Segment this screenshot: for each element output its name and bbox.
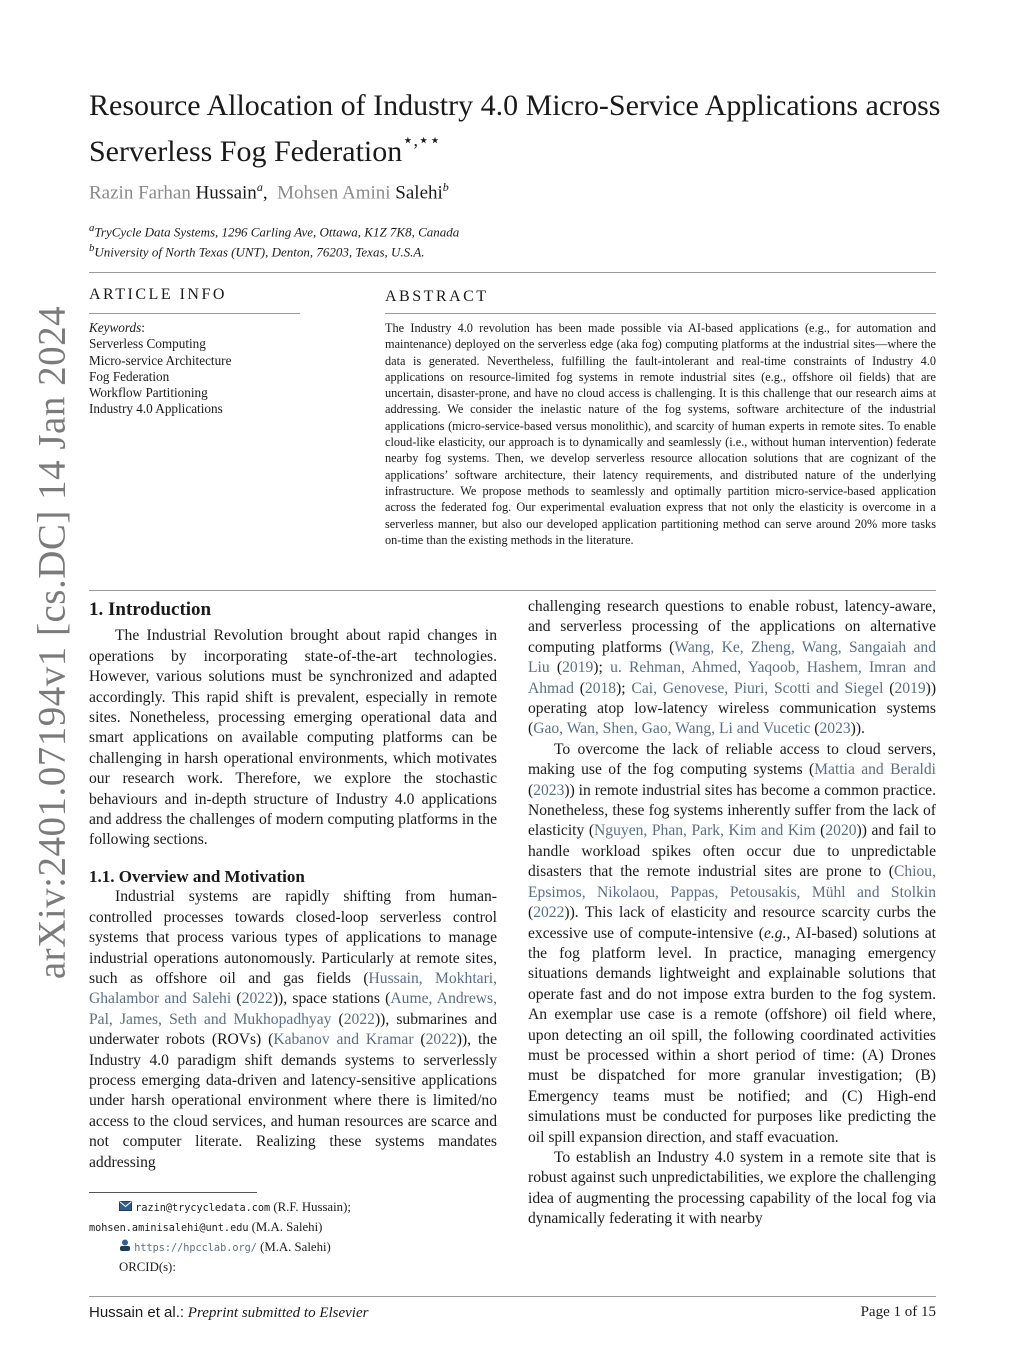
text-run: (	[331, 1010, 344, 1028]
paper-title	[89, 86, 949, 171]
citation-year-link[interactable]: 2022	[533, 904, 565, 922]
citation-year-link[interactable]: 2019	[894, 679, 926, 697]
citation-link[interactable]: Kabanov and Kramar	[273, 1031, 414, 1049]
abstract-text: The Industry 4.0 revolution has been made possible via AI-based applications (e.g., for automation and maintenance) deployed on the serverless edge (aka fog) computing platforms at the industrial sites—where the data is generated. Nevertheless, fulfilling the fault-intolerant and real-time constraints of Industry 4.0 applications on resource-limited fog systems in remote industrial sites (e.g., offshore oil fields) that are uncertain, disaster-prone, and have no cloud access is challenging. It is this challenge that our research aims at addressing. We consider the inelastic nature of the fog systems, software architecture of the industrial applications (micro-service-based versus monolithic), and scarcity of human experts in remote sites. To enable cloud-like elasticity, our approach is to dynamically and seamlessly (i.e., without human intervention) federate nearby fog systems. Then, we develop serverless resource allocation solutions that are cognizant of the applications’ software architecture, their latency requirements, and distributed nature of the underlying infrastructure. We propose methods to seamlessly and optimally partition micro-service-based application across the federated fog. Our experimental evaluation express that not only the elasticity is overcome in a serverless manner, but also our developed application partitioning method can serve around 20% more tasks on-time than the existing methods in the literature.	[385, 321, 936, 547]
email-address[interactable]: razin@trycycledata.com	[135, 1203, 271, 1214]
rule-top	[89, 272, 936, 273]
citation-year-link[interactable]: 2022	[343, 1010, 375, 1028]
footer-authors: Hussain et al.:	[89, 1304, 185, 1321]
affiliation-a	[89, 222, 459, 240]
section-1-heading: 1. Introduction	[89, 599, 212, 620]
abstract-heading: ABSTRACT	[385, 288, 489, 305]
text-run: )). This lack of elasticity and resource scarcity curbs the excessive use of compute-intensive (	[528, 904, 936, 942]
citation-link[interactable]: Mattia and Beraldi	[814, 761, 936, 779]
keyword: Workflow Partitioning	[89, 385, 208, 401]
author-1-first: Razin Farhan	[89, 182, 191, 204]
federation-paragraph: To establish an Industry 4.0 system in a remote site that is robust against such unpredictabilities, we explore the challenging idea of augmenting the processing capability of the local fog via dynamically federating it with nearby	[528, 1148, 936, 1228]
email-owner: (R.F. Hussain);	[273, 1200, 351, 1214]
affiliation-a-text: TryCycle Data Systems, 1296 Carling Ave, Ottawa, K1Z 7K8, Canada	[94, 224, 460, 240]
affiliation-b	[89, 242, 425, 260]
author-2-last: Salehi	[395, 182, 443, 204]
overview-paragraph	[89, 887, 497, 1173]
email-address[interactable]: mohsen.aminisalehi@unt.edu	[89, 1223, 249, 1234]
envelope-icon	[119, 1200, 132, 1214]
text-run: (	[810, 720, 820, 738]
orcid-label: ORCID(s):	[119, 1260, 176, 1274]
keyword: Industry 4.0 Applications	[89, 401, 223, 417]
author-1-sup: a	[256, 180, 263, 194]
title-line-2-text: Serverless Fog Federation	[89, 135, 403, 168]
text-run: )) and fail to handle workload spikes often occur due to unpredictable disasters that the remote industrial sites are prone to (	[528, 822, 937, 881]
text-run: challenging research questions to enable robust, latency-aware, and serverless processing of the applications on alternative computing platforms (	[528, 598, 936, 656]
keyword: Fog Federation	[89, 368, 170, 384]
continued-paragraph	[528, 597, 936, 740]
citation-link[interactable]: Aume, Andrews, Pal, James, Seth and Mukhopadhyay	[89, 990, 497, 1028]
citation-year-link[interactable]: 2022	[241, 990, 273, 1008]
arxiv-stamp-text: arXiv:2401.07194v1 [cs.DC] 14 Jan 2024	[30, 305, 74, 980]
keywords-label: Keywords	[89, 320, 142, 335]
footnote-email-line-2	[89, 1218, 351, 1238]
footnote-url-line	[89, 1238, 351, 1258]
text-run: )) in remote industrial sites has become a common practice. Nonetheless, these fog systems inherently suffer from the lack of elasticity (	[528, 781, 936, 840]
footnote-rule	[89, 1192, 257, 1193]
citation-year-link[interactable]: 2020	[825, 822, 857, 840]
citation-link[interactable]: Wang, Ke, Zheng, Wang, Sangaiah and Liu	[528, 638, 937, 677]
email-owner: (M.A. Salehi)	[251, 1220, 323, 1234]
citation-link[interactable]: Nguyen, Phan, Park, Kim and Kim	[594, 822, 816, 840]
person-icon	[119, 1240, 131, 1254]
text-run: );	[616, 679, 632, 697]
rule-article-info	[89, 313, 300, 314]
text-run: )), space stations (	[272, 990, 391, 1008]
text-run: );	[593, 659, 611, 677]
author-2-first: Mohsen Amini	[277, 182, 391, 204]
citation-year-link[interactable]: 2019	[562, 659, 594, 677]
citation-year-link[interactable]: 2022	[425, 1031, 457, 1049]
keyword: Serverless Computing	[89, 336, 206, 352]
citation-year-link[interactable]: 2018	[584, 679, 617, 697]
text-run: )).	[850, 720, 865, 738]
text-run: (	[413, 1031, 426, 1049]
page-number: Page 1 of 15	[860, 1304, 936, 1320]
text-run: )), submarines and underwater robots (ROVs) (	[89, 1010, 498, 1049]
author-1-last: Hussain	[195, 182, 257, 204]
footnote-block	[89, 1198, 351, 1277]
footer-journal: Preprint submitted to Elsevier	[187, 1305, 369, 1321]
affiliation-b-text: University of North Texas (UNT), Denton, 76203, Texas, U.S.A.	[94, 244, 425, 260]
author-2-sup: b	[442, 180, 449, 194]
url-owner: (M.A. Salehi)	[260, 1240, 331, 1254]
fog-paragraph	[528, 740, 936, 1148]
keywords-label-line: Keywords:	[89, 320, 145, 335]
title-footnote-marks: ⋆,⋆⋆	[402, 130, 441, 150]
text-run: AI-based) solutions at the fog platform level. In practice, managing emergency situations demands lightweight and explainable solutions that operate fast and do not impose extra burden to the fog system. An exemplar use case is a remote (offshore) oil field where, upon detecting an oil spill, the following coordinated activities must be processed within a short period of time: (A) Drones must be dispatched for more granular investigation; (B) Emergency teams must be notified; and (C) High-end simulations must be conducted for purposes like predicting the oil spill expansion direction, and staff evacuation.	[528, 924, 936, 1146]
text-run: )), the Industry 4.0 paradigm shift demands systems to serverlessly process emerging data-driven and latency-sensitive applications under harsh operational environment where there is limited/no access to the cloud services, and human resources are scarce and not computer literate. Realizing these systems mandates addressing	[89, 1031, 497, 1171]
section-1-1-heading: 1.1. Overview and Motivation	[89, 866, 305, 886]
citation-link[interactable]: Chiou, Epsimos, Nikolaou, Pappas, Petousakis, Mühl and Stolkin	[528, 863, 936, 901]
text-run: (	[573, 679, 585, 697]
keywords-block	[89, 320, 231, 418]
citation-link[interactable]: Hussain, Mokhtari, Ghalambor and Salehi	[89, 969, 497, 1008]
right-column	[528, 597, 936, 1230]
citation-link[interactable]: Gao, Wan, Shen, Gao, Wang, Li and Vucetic	[533, 720, 811, 738]
author-separator: ,	[262, 182, 268, 204]
affiliation-a-sup: a	[89, 222, 95, 234]
text-run: (	[549, 659, 563, 677]
rule-abstract	[385, 313, 936, 314]
keyword: Micro-service Architecture	[89, 352, 232, 368]
citation-link[interactable]: u. Rehman, Ahmed, Yaqoob, Hashem, Imran and Ahmad	[528, 659, 936, 697]
affiliation-b-sup: b	[89, 242, 95, 254]
title-line-1: Resource Allocation of Industry 4.0 Micro-Service Applications across	[89, 89, 941, 122]
citation-year-link[interactable]: 2023	[533, 781, 565, 799]
text-run: (	[815, 822, 826, 840]
author-list	[89, 180, 449, 204]
citation-link[interactable]: Cai, Genovese, Piuri, Scotti and Siegel	[631, 679, 884, 697]
article-info-heading: ARTICLE INFO	[89, 286, 227, 303]
citation-year-link[interactable]: 2023	[819, 720, 851, 738]
footnote-email-line	[89, 1198, 351, 1218]
footer-rule	[89, 1296, 936, 1297]
intro-paragraph: The Industrial Revolution brought about rapid changes in operations by incorporating state-of-the-art technologies. However, various solutions must be synchronized and adapted accordingly. This rapid shift is prevalent, especially in remote sites. Nonetheless, processing emerging operational data and smart applications on available computing platforms can be challenging in harsh operational environments, which motivates our research work. Therefore, we explore the stochastic behaviours and in-depth structure of Industry 4.0 applications and address the challenges of modern computing platforms in the following sections.	[89, 627, 497, 849]
homepage-link[interactable]: https://hpcclab.org/	[134, 1243, 257, 1254]
arxiv-stamp	[12, 300, 92, 1000]
text-run: )) operating atop low-latency wireless communication systems (	[528, 679, 937, 738]
footer-left	[89, 1304, 368, 1322]
text-run: (	[883, 679, 895, 697]
text-run: (	[231, 990, 242, 1008]
text-run: (	[528, 904, 534, 922]
title-line-2	[89, 125, 949, 171]
left-column	[89, 600, 497, 1173]
text-run-italic: e.g.,	[763, 924, 791, 942]
text-run: To overcome the lack of reliable access to cloud servers, making use of the fog computing systems (	[528, 740, 936, 779]
rule-mid	[89, 590, 936, 591]
text-run: Industrial systems are rapidly shifting from human-controlled processes towards closed-loop serverless control systems that process various types of applications to manage industrial operations autonomously. Particularly at remote sites, such as offshore oil and gas fields (	[89, 888, 497, 987]
text-run: (	[528, 781, 534, 799]
